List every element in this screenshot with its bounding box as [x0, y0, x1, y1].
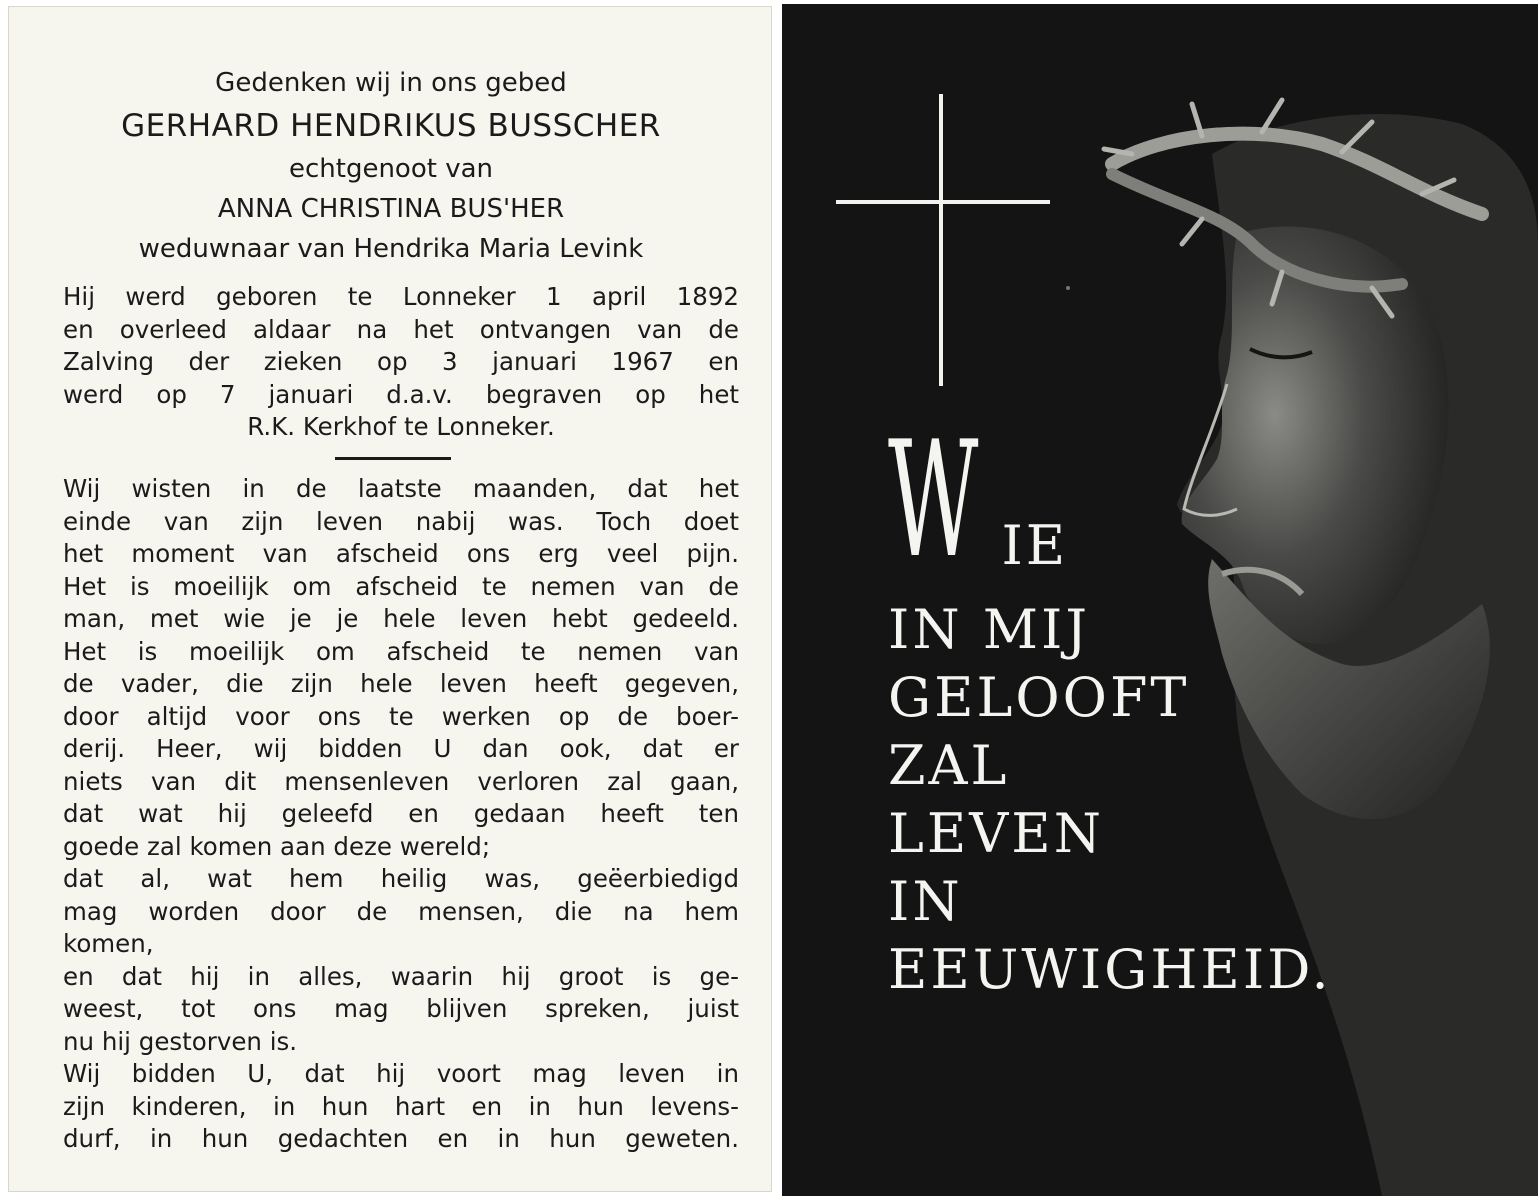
verse-initial: W	[888, 406, 981, 593]
prayer-line: komen,	[63, 929, 154, 958]
verse-line-2: IN MIJ	[888, 598, 1091, 661]
header-intro: Gedenken wij in ons gebed	[215, 68, 567, 98]
verse-line-5: LEVEN	[888, 802, 1104, 865]
prayer-line: Het is moeilijk om afscheid te nemen van de	[63, 571, 739, 601]
prayer-line: nu hij gestorven is.	[63, 1026, 298, 1056]
prayer-line: niets van dit mensenleven verloren zal gaan,	[63, 766, 739, 796]
section-divider	[335, 457, 451, 460]
prayer-line: einde van zijn leven nabij was. Toch doet	[63, 506, 739, 536]
prayer-line: Wij bidden U, dat hij voort mag leven in	[63, 1059, 739, 1088]
prayer-line: Het is moeilijk om afscheid te nemen van	[63, 636, 739, 666]
bio-line: R.K. Kerkhof te Lonneker.	[247, 412, 555, 441]
widower-line: weduwnaar van Hendrika Maria Levink	[138, 234, 644, 264]
prayer-line: zijn kinderen, in hun hart en in hun levens-	[63, 1091, 739, 1121]
prayer-line: mag worden door de mensen, die na hem	[63, 896, 739, 926]
verse-line-3: GELOOFT	[888, 666, 1190, 729]
bio-line: werd op 7 januari d.a.v. begraven op het	[63, 379, 739, 409]
cross-icon	[836, 94, 1050, 386]
verse-line-4: ZAL	[888, 734, 1010, 797]
scripture-verse	[888, 406, 1332, 1004]
header-spouse-intro: echtgenoot van	[288, 154, 493, 184]
prayer-line: derij. Heer, wij bidden U dan ook, dat er	[63, 734, 739, 763]
bio-line: Zalving der zieken op 3 januari 1967 en	[63, 347, 739, 376]
image-card	[782, 4, 1538, 1196]
prayer-line: het moment van afscheid ons erg veel pijn.	[63, 539, 739, 568]
verse-line-1-rest: IE	[1001, 514, 1069, 577]
text-card	[8, 6, 772, 1192]
prayer-paragraph	[63, 473, 739, 1156]
card-header	[9, 63, 773, 269]
prayer-line: man, met wie je je hele leven hebt gedeeld.	[63, 604, 739, 633]
prayer-line: weest, tot ons mag blijven spreken, juist	[63, 994, 739, 1023]
verse-line-7: EEUWIGHEID.	[888, 938, 1332, 1001]
prayer-line: dat al, wat hem heilig was, geëerbiedigd	[63, 864, 739, 893]
prayer-line: goede zal komen aan deze wereld;	[63, 831, 491, 861]
verse-line-6: IN	[888, 870, 963, 933]
prayer-line: durf, in hun gedachten en in hun geweten.	[63, 1124, 739, 1153]
deceased-name: GERHARD HENDRIKUS BUSSCHER	[121, 108, 661, 144]
bio-line: en overleed aldaar na het ontvangen van de	[63, 314, 739, 344]
spouse-name: ANNA CHRISTINA BUS'HER	[217, 194, 565, 224]
bio-paragraph	[63, 281, 739, 444]
prayer-line: dat wat hij geleefd en gedaan heeft ten	[63, 799, 739, 828]
verse-line-1	[888, 406, 1332, 596]
prayer-line: en dat hij in alles, waarin hij groot is ge-	[63, 961, 739, 991]
prayer-line: de vader, die zijn hele leven heeft gegeven,	[63, 669, 739, 698]
bio-line: Hij werd geboren te Lonneker 1 april 1892	[63, 282, 739, 311]
prayer-line: door altijd voor ons te werken op de boer-	[63, 701, 739, 731]
prayer-line: Wij wisten in de laatste maanden, dat het	[63, 474, 739, 503]
